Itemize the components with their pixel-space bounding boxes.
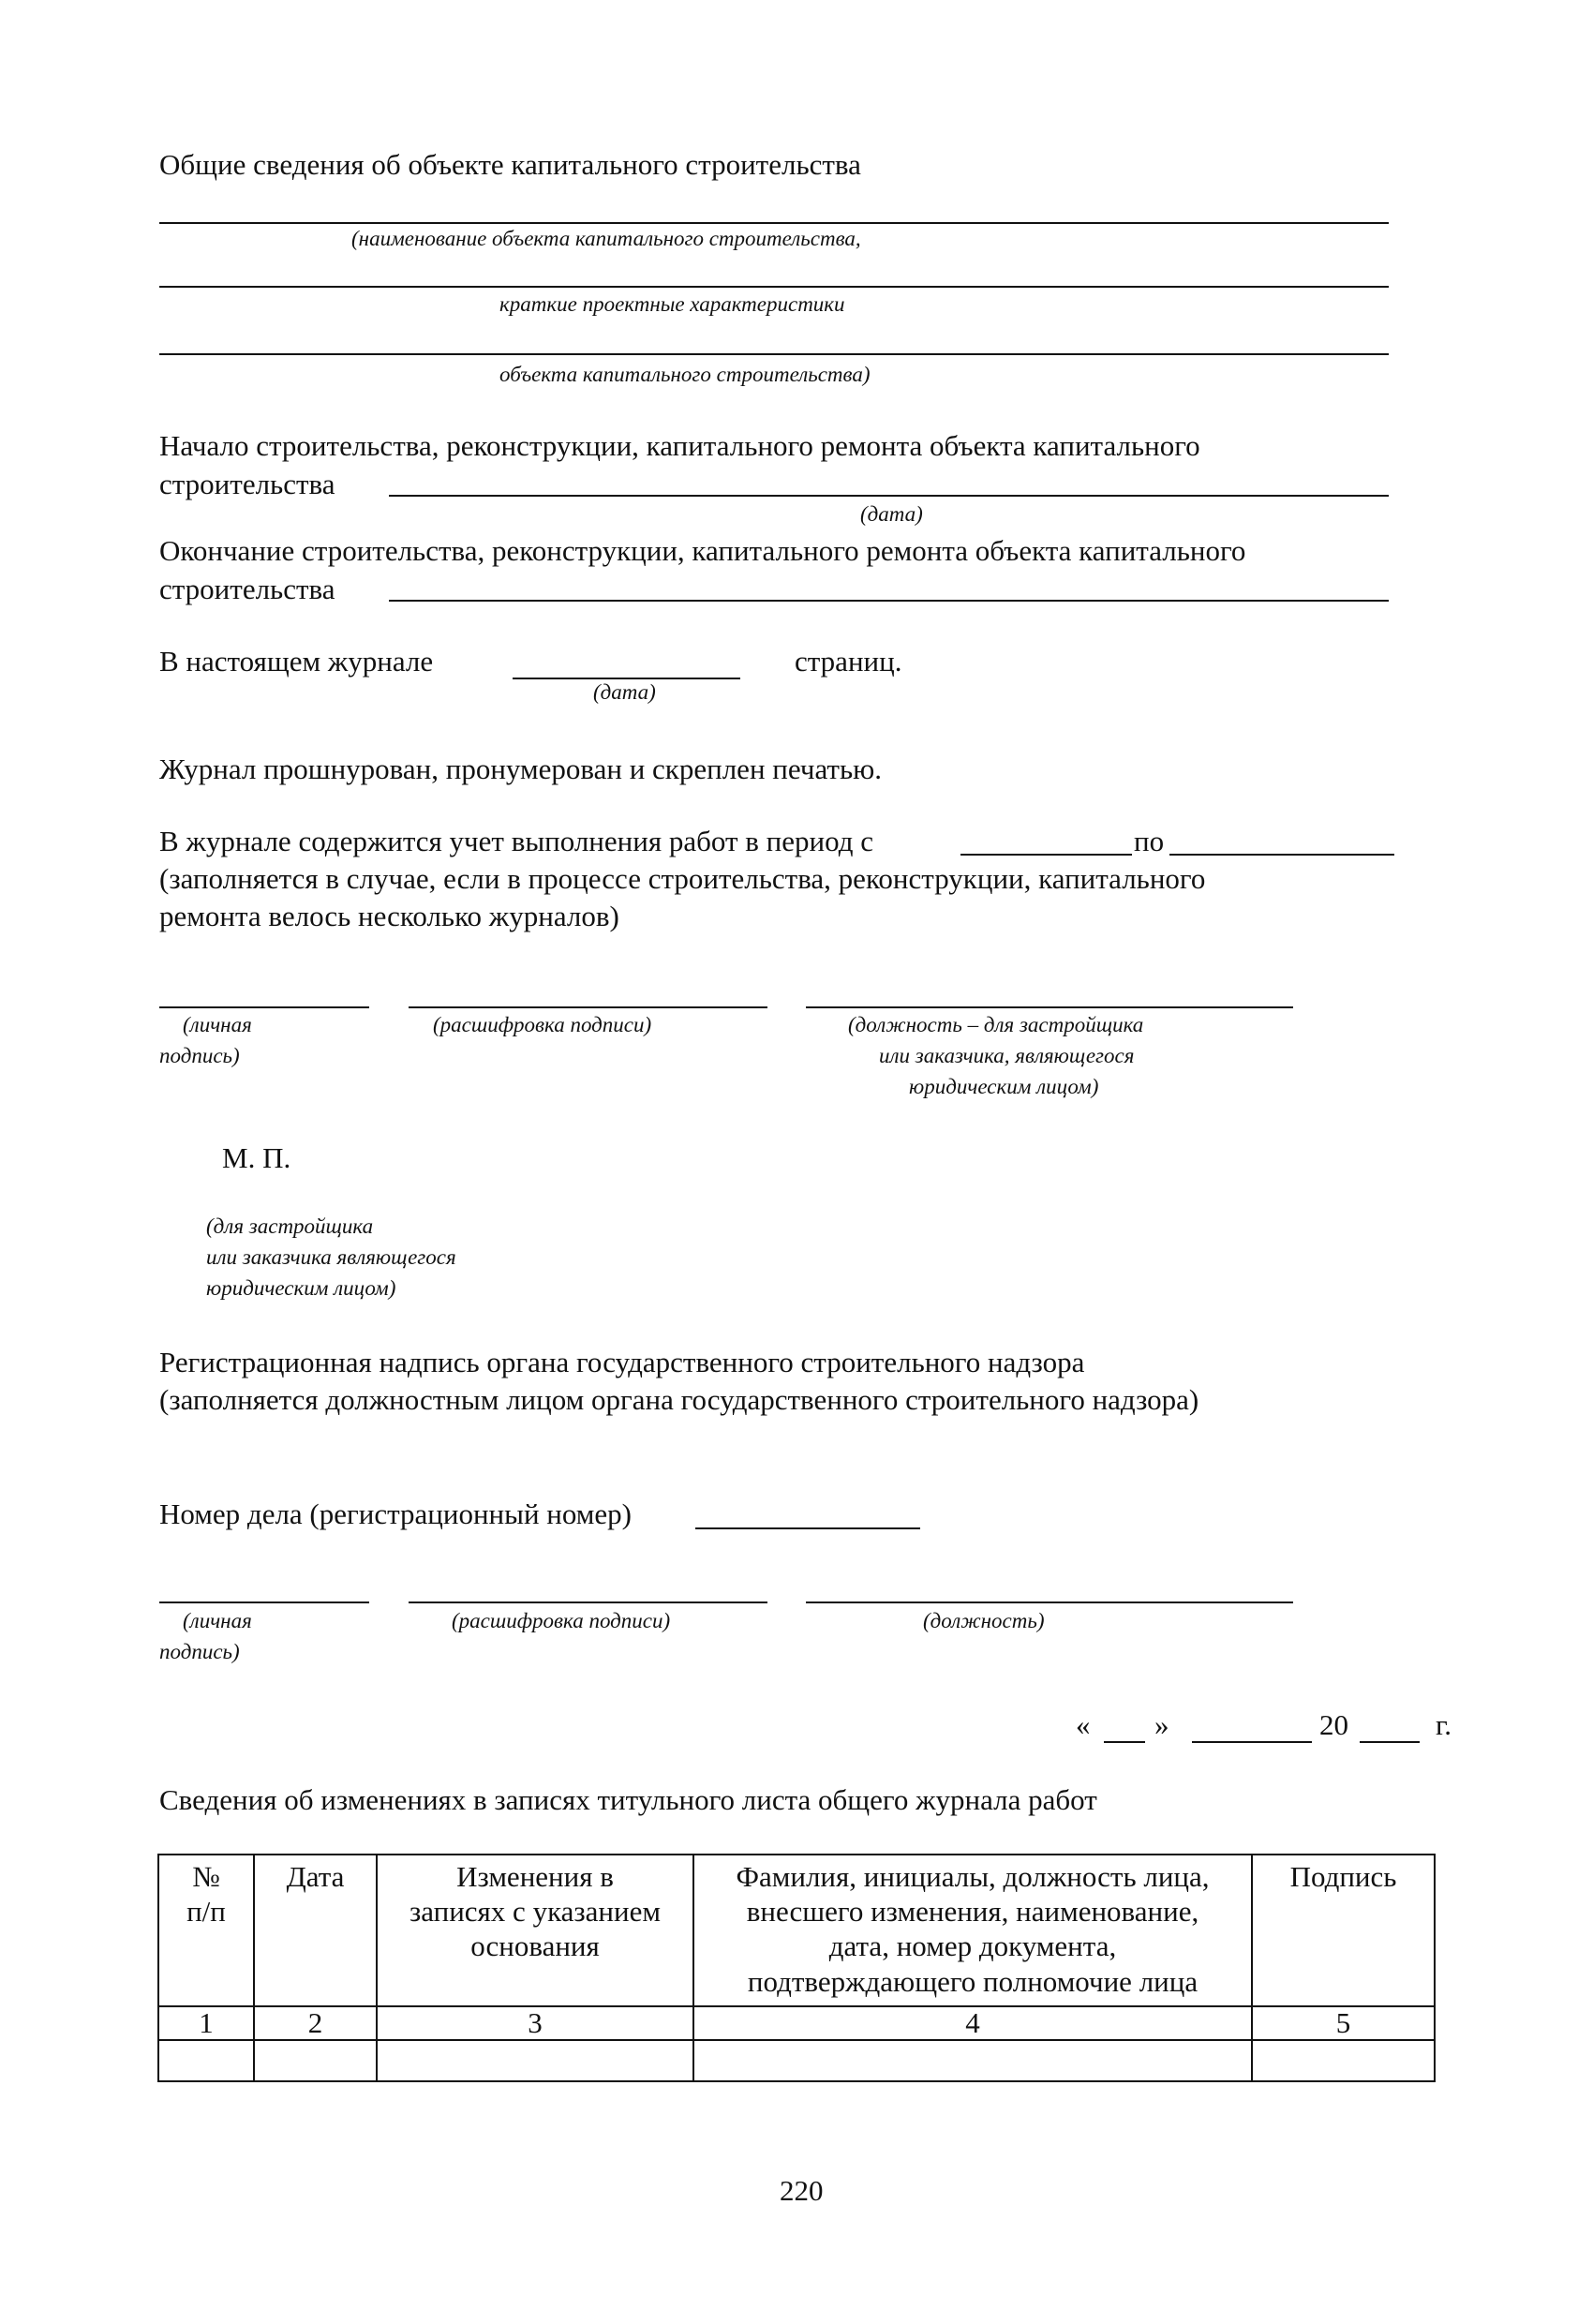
general-title: Общие сведения об объекте капитального строительства bbox=[159, 148, 861, 181]
header-changes-line1: Изменения в bbox=[456, 1860, 614, 1893]
personal-signature-caption-2: подпись) bbox=[159, 1044, 240, 1067]
personal-signature-caption-b2: подпись) bbox=[159, 1640, 240, 1663]
header-date bbox=[254, 1855, 377, 2006]
date-open-quote: « bbox=[1076, 1708, 1091, 1741]
header-person-line3: дата, номер документа, bbox=[828, 1929, 1117, 1963]
registration-line1: Регистрационная надпись органа государственного строительного надзора bbox=[159, 1346, 1085, 1378]
signature-decoding-line-2 bbox=[409, 1601, 767, 1603]
object-characteristics-caption-2: объекта капитального строительства) bbox=[499, 363, 871, 386]
date-close-quote: » bbox=[1154, 1708, 1169, 1741]
header-changes bbox=[377, 1855, 693, 2006]
header-number-line2: п/п bbox=[186, 1895, 226, 1929]
column-number-row bbox=[158, 2006, 1435, 2040]
empty-cell bbox=[377, 2040, 693, 2081]
end-label-line2: строительства bbox=[159, 573, 335, 605]
header-signature-line1: Подпись bbox=[1289, 1860, 1397, 1893]
position-caption-line3: юридическим лицом) bbox=[909, 1075, 1099, 1098]
personal-signature-line bbox=[159, 1006, 369, 1008]
header-changes-line3: основания bbox=[470, 1929, 600, 1963]
bound-statement: Журнал прошнурован, пронумерован и скреплен печатью. bbox=[159, 752, 883, 785]
start-date-line bbox=[389, 495, 1389, 497]
end-date-line bbox=[389, 600, 1389, 602]
case-number-line bbox=[695, 1527, 920, 1529]
position-caption-line1: (должность – для застройщика bbox=[848, 1013, 1144, 1036]
header-person-line2: внесшего изменения, наименование, bbox=[746, 1895, 1199, 1929]
column-number-cell: 2 bbox=[254, 2006, 377, 2040]
pages-suffix: страниц. bbox=[795, 645, 902, 678]
position-line-2 bbox=[806, 1601, 1293, 1603]
date-year-prefix: 20 bbox=[1319, 1708, 1348, 1741]
changes-table bbox=[157, 1854, 1436, 2082]
period-from-line bbox=[960, 854, 1132, 856]
header-person bbox=[693, 1855, 1252, 2006]
period-note-line2: ремонта велось несколько журналов) bbox=[159, 900, 619, 932]
header-person-line1: Фамилия, инициалы, должность лица, bbox=[736, 1860, 1210, 1893]
seal-note-line2: или заказчика являющегося bbox=[206, 1245, 456, 1269]
period-text: В журнале содержится учет выполнения работ в период с bbox=[159, 825, 873, 857]
changes-title: Сведения об изменениях в записях титульного листа общего журнала работ bbox=[159, 1783, 1097, 1816]
empty-cell bbox=[1252, 2040, 1435, 2081]
pages-caption: (дата) bbox=[593, 680, 656, 704]
personal-signature-caption: (личная bbox=[183, 1013, 252, 1036]
signature-decoding-caption: (расшифровка подписи) bbox=[433, 1013, 652, 1036]
personal-signature-caption-b: (личная bbox=[183, 1609, 252, 1632]
date-year-suffix: г. bbox=[1436, 1708, 1452, 1741]
period-to-line bbox=[1169, 854, 1394, 856]
position-line bbox=[806, 1006, 1293, 1008]
seal-note-line3: юридическим лицом) bbox=[206, 1276, 396, 1300]
header-date-line1: Дата bbox=[286, 1860, 345, 1893]
column-number-cell: 5 bbox=[1252, 2006, 1435, 2040]
seal-label: М. П. bbox=[222, 1141, 291, 1174]
empty-cell bbox=[158, 2040, 254, 2081]
date-month-line bbox=[1192, 1741, 1312, 1743]
pages-count-line bbox=[513, 678, 740, 679]
period-note-line1: (заполняется в случае, если в процессе строительства, реконструкции, капитального bbox=[159, 862, 1206, 895]
column-number-cell: 3 bbox=[377, 2006, 693, 2040]
signature-decoding-line bbox=[409, 1006, 767, 1008]
position-caption-b: (должность) bbox=[923, 1609, 1045, 1632]
object-name-line bbox=[159, 222, 1389, 224]
start-date-caption: (дата) bbox=[860, 502, 923, 526]
object-name-caption: (наименование объекта капитального строительства, bbox=[351, 227, 861, 250]
object-characteristics-line bbox=[159, 286, 1389, 288]
changes-header-row bbox=[158, 1855, 1435, 2006]
case-number-label: Номер дела (регистрационный номер) bbox=[159, 1497, 632, 1530]
header-person-line4: подтверждающего полномочие лица bbox=[747, 1964, 1198, 1998]
header-number bbox=[158, 1855, 254, 2006]
signature-decoding-caption-b: (расшифровка подписи) bbox=[452, 1609, 671, 1632]
pages-prefix: В настоящем журнале bbox=[159, 645, 434, 678]
empty-cell bbox=[693, 2040, 1252, 2081]
column-number-cell: 1 bbox=[158, 2006, 254, 2040]
position-caption-line2: или заказчика, являющегося bbox=[879, 1044, 1135, 1067]
start-label-line2: строительства bbox=[159, 468, 335, 500]
period-to-label: по bbox=[1134, 825, 1165, 857]
column-number-cell: 4 bbox=[693, 2006, 1252, 2040]
seal-note-line1: (для застройщика bbox=[206, 1214, 374, 1238]
personal-signature-line-2 bbox=[159, 1601, 369, 1603]
empty-cell bbox=[254, 2040, 377, 2081]
date-day-line bbox=[1104, 1741, 1145, 1743]
header-changes-line2: записях с указанием bbox=[409, 1895, 661, 1929]
end-label-line1: Окончание строительства, реконструкции, капитального ремонта объекта капитального bbox=[159, 534, 1246, 567]
table-row bbox=[158, 2040, 1435, 2081]
header-number-line1: № bbox=[192, 1860, 220, 1893]
page-number: 220 bbox=[780, 2174, 824, 2207]
registration-line2: (заполняется должностным лицом органа государственного строительного надзора) bbox=[159, 1383, 1199, 1416]
header-signature bbox=[1252, 1855, 1435, 2006]
date-year-line bbox=[1360, 1741, 1420, 1743]
start-label-line1: Начало строительства, реконструкции, капитального ремонта объекта капитального bbox=[159, 429, 1200, 462]
object-characteristics-line-2 bbox=[159, 353, 1389, 355]
object-characteristics-caption: краткие проектные характеристики bbox=[499, 292, 845, 316]
